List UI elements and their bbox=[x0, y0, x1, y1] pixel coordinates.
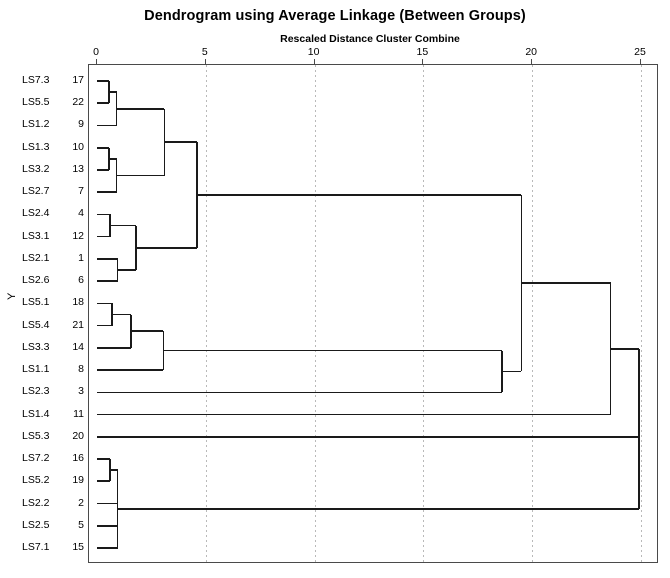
leaf-case-number: 19 bbox=[72, 474, 84, 487]
dendrogram-link-horizontal bbox=[112, 314, 130, 316]
dendrogram-link-horizontal bbox=[97, 547, 118, 549]
leaf-label: LS1.4 bbox=[22, 407, 50, 420]
leaf-label: LS1.2 bbox=[22, 118, 50, 131]
dendrogram-link-horizontal bbox=[118, 269, 136, 271]
leaf-case-number: 14 bbox=[72, 340, 84, 353]
leaf-case-number: 5 bbox=[78, 518, 84, 531]
dendrogram-link-horizontal bbox=[97, 102, 109, 104]
leaf-case-number: 18 bbox=[72, 296, 84, 309]
leaf-case-number: 2 bbox=[78, 496, 84, 509]
dendrogram-link-horizontal bbox=[97, 458, 110, 460]
gridline bbox=[532, 65, 533, 562]
dendrogram-link-horizontal bbox=[97, 214, 110, 216]
leaf-label: LS2.5 bbox=[22, 518, 50, 531]
dendrogram-link-horizontal bbox=[97, 125, 117, 127]
leaf-case-number: 17 bbox=[72, 74, 84, 86]
dendrogram-link-vertical bbox=[638, 393, 640, 509]
dendrogram-link-horizontal bbox=[97, 191, 117, 193]
dendrogram-link-horizontal bbox=[136, 247, 197, 249]
x-axis-tick-label: 10 bbox=[307, 46, 320, 58]
x-axis-tick-label: 0 bbox=[93, 46, 99, 58]
leaf-case-number: 21 bbox=[72, 318, 84, 331]
dendrogram-link-horizontal bbox=[110, 225, 136, 227]
leaf-label: LS1.1 bbox=[22, 363, 50, 376]
dendrogram-link-horizontal bbox=[118, 508, 639, 510]
leaf-label: LS5.2 bbox=[22, 474, 50, 487]
leaf-case-number: 20 bbox=[72, 429, 84, 442]
chart-subtitle: Rescaled Distance Cluster Combine bbox=[280, 33, 460, 45]
dendrogram-link-horizontal bbox=[117, 108, 165, 110]
dendrogram-link-horizontal bbox=[97, 169, 109, 171]
dendrogram-link-horizontal bbox=[97, 480, 110, 482]
dendrogram-link-horizontal bbox=[97, 436, 639, 438]
x-axis-tick-label: 5 bbox=[201, 46, 208, 58]
leaf-label: LS2.4 bbox=[22, 207, 50, 220]
leaf-case-number: 6 bbox=[78, 274, 84, 287]
leaf-case-number: 1 bbox=[78, 251, 84, 264]
leaf-case-number: 11 bbox=[73, 407, 84, 420]
dendrogram-link-horizontal bbox=[97, 369, 163, 371]
dendrogram-link-horizontal bbox=[97, 525, 118, 527]
leaf-case-number: 3 bbox=[78, 385, 84, 398]
dendrogram-link-horizontal bbox=[197, 194, 502, 196]
leaf-label: LS2.1 bbox=[22, 251, 50, 264]
dendrogram-link-horizontal bbox=[97, 414, 611, 416]
dendrogram-link-horizontal bbox=[97, 347, 131, 349]
leaf-label: LS2.7 bbox=[22, 185, 50, 198]
leaf-label: LS2.3 bbox=[22, 385, 50, 398]
leaf-case-number: 4 bbox=[78, 207, 84, 220]
dendrogram-link-horizontal bbox=[97, 303, 112, 305]
dendrogram-link-horizontal bbox=[97, 392, 502, 394]
plot-area bbox=[88, 64, 658, 563]
leaf-label: LS5.1 bbox=[22, 296, 50, 309]
chart-title: Dendrogram using Average Linkage (Between Groups) bbox=[144, 8, 526, 24]
gridline bbox=[315, 65, 316, 562]
dendrogram-link-horizontal bbox=[97, 280, 118, 282]
dendrogram-link-horizontal bbox=[117, 175, 165, 177]
dendrogram-link-horizontal bbox=[97, 325, 112, 327]
dendrogram-link-horizontal bbox=[611, 348, 639, 350]
leaf-label: LS1.3 bbox=[22, 140, 50, 153]
x-axis-tick-label: 15 bbox=[416, 46, 429, 58]
leaf-case-number: 7 bbox=[78, 185, 84, 198]
dendrogram-link-horizontal bbox=[97, 503, 118, 505]
gridline bbox=[423, 65, 424, 562]
leaf-label: LS3.2 bbox=[22, 162, 50, 175]
leaf-label: LS2.2 bbox=[22, 496, 50, 509]
dendrogram-link-horizontal bbox=[164, 141, 197, 143]
gridline bbox=[641, 65, 642, 562]
leaf-label: LS5.5 bbox=[22, 96, 50, 109]
leaf-case-number: 8 bbox=[78, 363, 84, 376]
leaf-case-number: 13 bbox=[72, 162, 84, 175]
leaf-case-number: 10 bbox=[72, 140, 84, 153]
leaf-label: LS2.6 bbox=[22, 274, 50, 287]
dendrogram-link-horizontal bbox=[163, 350, 501, 352]
leaf-label: LS5.3 bbox=[22, 429, 50, 442]
leaf-case-number: 9 bbox=[78, 118, 84, 131]
leaf-label: LS7.1 bbox=[22, 541, 50, 553]
dendrogram-link-horizontal bbox=[502, 194, 522, 196]
leaf-label: LS7.2 bbox=[22, 452, 50, 465]
dendrogram-link-horizontal bbox=[502, 371, 522, 373]
leaf-label: LS3.3 bbox=[22, 340, 50, 353]
x-axis-tick-label: 25 bbox=[634, 46, 646, 58]
leaf-label: LS5.4 bbox=[22, 318, 50, 331]
dendrogram-link-horizontal bbox=[97, 258, 118, 260]
leaf-case-number: 16 bbox=[72, 452, 84, 465]
y-axis-label: Y bbox=[6, 292, 18, 300]
dendrogram-link-horizontal bbox=[521, 282, 610, 284]
leaf-label: LS7.3 bbox=[22, 74, 50, 86]
leaf-label: LS3.1 bbox=[22, 229, 50, 242]
leaf-case-number: 22 bbox=[72, 96, 84, 109]
dendrogram-link-horizontal bbox=[97, 147, 109, 149]
dendrogram-link-horizontal bbox=[97, 236, 110, 238]
dendrogram-link-horizontal bbox=[97, 80, 109, 82]
gridline bbox=[206, 65, 207, 562]
leaf-case-number: 12 bbox=[72, 229, 84, 242]
leaf-case-number: 15 bbox=[72, 541, 84, 553]
x-axis-tick-label: 20 bbox=[525, 46, 538, 58]
dendrogram-link-horizontal bbox=[131, 330, 164, 332]
